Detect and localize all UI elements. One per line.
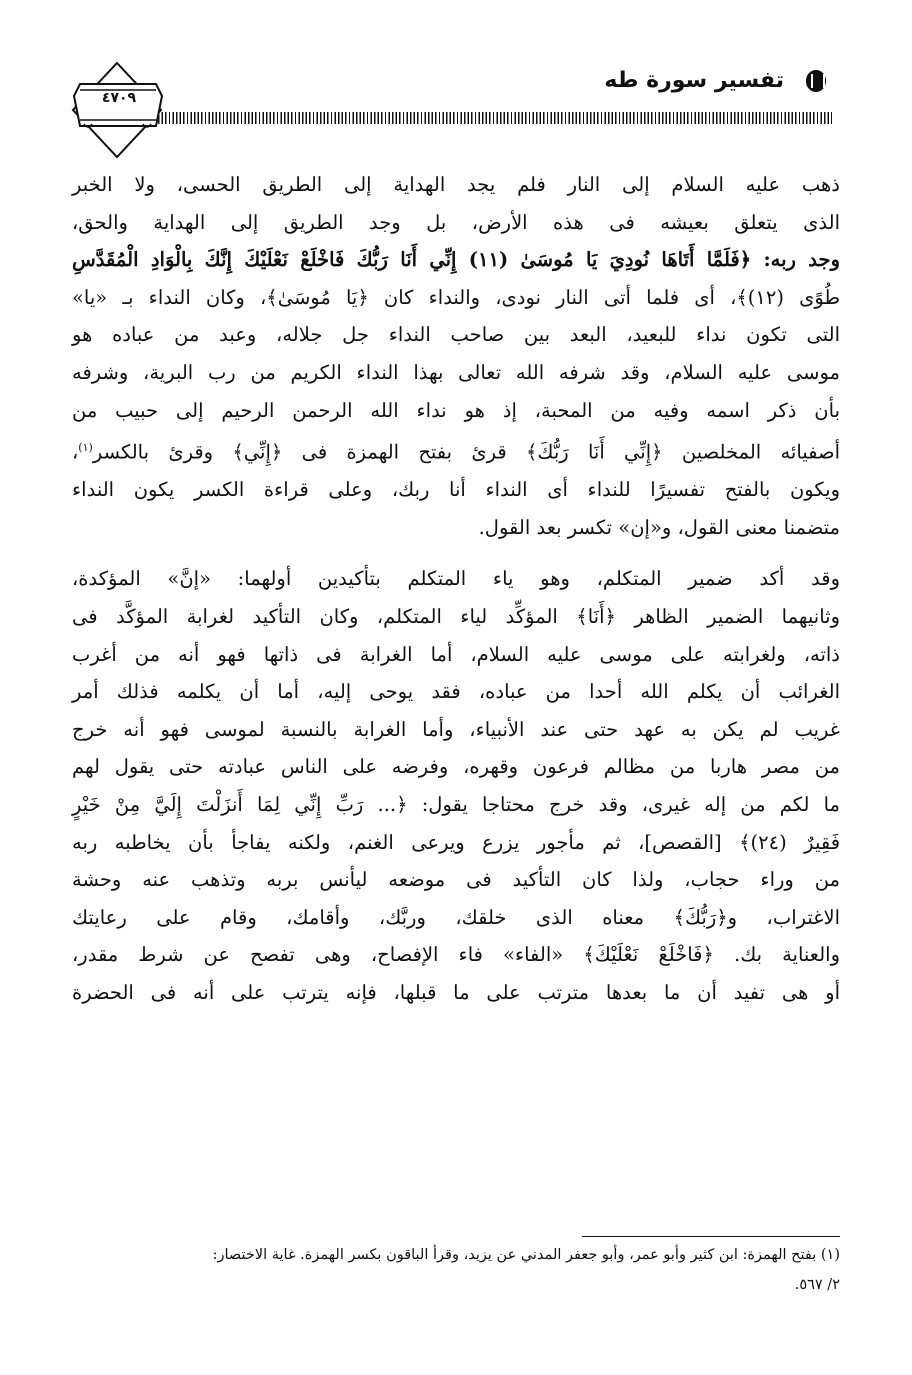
- text-line: طُوًى (١٢)﴾، أى فلما أتى النار نودى، والنداء كان ﴿يَا مُوسَىٰ﴾، وكان النداء بـ «يا»: [72, 285, 840, 309]
- text-line: متضمنا معنى القول، و«إن» تكسر بعد القول.: [478, 515, 840, 539]
- text-line: التى تكون نداء للبعيد، البعد بين صاحب النداء جل جلاله، وعبد من عباده هو: [72, 323, 840, 347]
- text-line: أو هى تفيد أن ما بعدها مترتب على ما قبلها، فإنه يترتب على أنه فى الحضرة: [72, 980, 840, 1004]
- text-line: ما لكم من إله غيرى، وقد خرج محتاجا يقول: ﴿... رَبِّ إِنِّي لِمَا أَنزَلْتَ إِلَيَّ مِنْ خَيْرٍ: [72, 793, 840, 816]
- text-line: موسى عليه السلام، وقد شرفه الله تعالى بهذا النداء الكريم من رب البرية، وشرفه: [72, 360, 840, 384]
- text-line: وثانيهما الضمير الظاهر ﴿أَنَا﴾ المؤكِّد لياء المتكلم، وكان التأكيد لغرابة المؤكَّد فى: [72, 605, 840, 629]
- text-line: الذى يتعلق بعيشه فى هذه الأرض، بل وجد الطريق إلى الهداية والحق،: [72, 210, 840, 234]
- text-line: وقد أكد ضمير المتكلم، وهو ياء المتكلم بتأكيدين أولهما: «إنَّ» المؤكدة،: [72, 567, 840, 591]
- text-line: الغرائب أن يكلم الله أحدا من عباده، فقد يوحى إليه، أما أن يكلمه فذلك أمر: [72, 680, 840, 704]
- text-line: ذهب عليه السلام إلى النار فلم يجد الهداية إلى الطريق الحسى، ولا الخبر: [72, 173, 840, 196]
- page-header: [70, 60, 842, 160]
- footnote-line: (١) بفتح الهمزة: ابن كثير وأبو عمر، وأبو جعفر المدني عن يزيد، وقرأ الباقون بكسر الهمزة. غاية الاختصار:: [212, 1247, 840, 1263]
- text-line: من وراء حجاب، ولذا كان التأكيد فى موضعه ليأنس بربه وتذهب عنه وحشة: [72, 868, 840, 892]
- text-line-content: أصفيائه المخلصين ﴿إِنِّي أَنَا رَبُّكَ﴾ قرئ بفتح الهمزة فى ﴿إِنِّي﴾ وقرئ بالكسر: [92, 440, 841, 464]
- text-line: [72, 429, 840, 471]
- footnote: [72, 1240, 840, 1300]
- diamond-frame-icon: [70, 60, 165, 160]
- main-text: [72, 166, 840, 1012]
- text-line: غريب لم يكن به عهد حتى عند الأنبياء، وأما الغرابة بالنسبة لموسى فهو أنه خرج: [72, 717, 840, 741]
- text-line: بأن ذكر اسمه وفيه من المحبة، إذ هو نداء الله الرحمن الرحيم إلى حبيب من: [72, 398, 840, 422]
- footnote-marker: (١): [78, 441, 93, 455]
- text-line: الاغتراب، و﴿رَبُّكَ﴾ معناه الذى خلقك، وربَّك، وأقامك، وقام على رعايتك: [72, 905, 840, 929]
- page-number-ornament: [70, 60, 165, 160]
- text-line: وجد ربه: ﴿فَلَمَّا أَتَاهَا نُودِيَ يَا مُوسَىٰ (١١) إِنِّي أَنَا رَبُّكَ فَاخْلَعْ نَعْلَيْكَ إِنَّكَ بِالْوَادِ الْمُقَدَّسِ: [72, 248, 840, 272]
- text-line-tail: ،: [72, 440, 79, 464]
- text-line: من مصر هاربا من مظالم فرعون وقهره، وفرضه على الناس عبادته حتى يقول لهم: [72, 755, 840, 779]
- text-line: ويكون بالفتح تفسيرًا للنداء أى النداء أنا ربك، وعلى قراءة الكسر يكون النداء: [72, 478, 840, 502]
- text-line: ذاته، ولغرابته على موسى عليه السلام، أما الغرابة فى ذاتها فهو أنه من أغرب: [72, 642, 840, 666]
- text-line: والعناية بك. ﴿فَاخْلَعْ نَعْلَيْكَ﴾ «الفاء» فاء الإفصاح، وهى تفصح عن شرط مقدر،: [72, 943, 840, 967]
- page-number: ٤٧٠٩: [101, 90, 137, 106]
- header-ornament-icon: [806, 70, 826, 92]
- header-rule: [158, 112, 832, 124]
- paragraph-gap: [72, 546, 840, 560]
- running-title: تفسير سورة طه: [604, 68, 784, 93]
- footnote-line: ٢/ ٥٦٧.: [794, 1277, 840, 1293]
- footnote-separator: [582, 1236, 840, 1237]
- text-line: فَقِيرٌ (٢٤)﴾ [القصص]، ثم مأجور يزرع ويرعى الغنم، ولكنه يفاجأ بأن يخاطبه ربه: [72, 830, 841, 854]
